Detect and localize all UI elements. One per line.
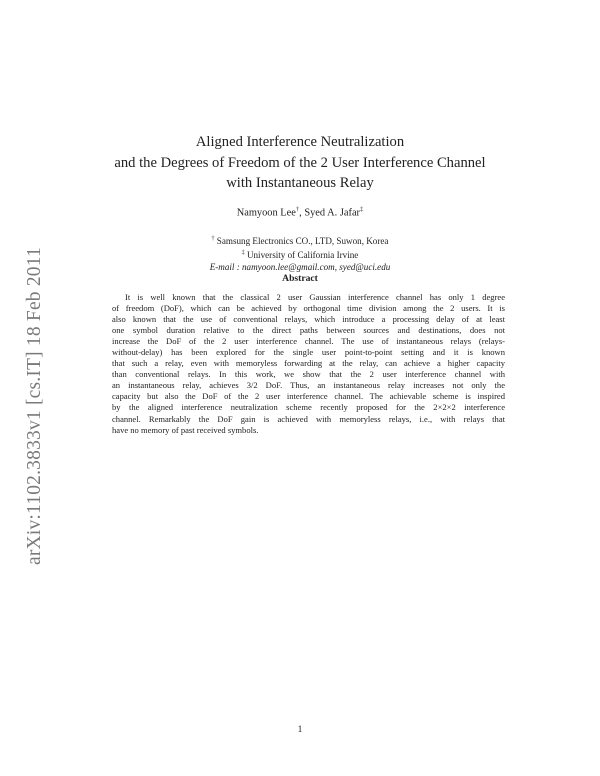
title-line-3: with Instantaneous Relay [226,175,374,191]
abstract-line: have no memory of past received symbols. [112,424,259,435]
author-name: Namyoon Lee [236,207,296,219]
abstract-heading: Abstract [282,273,318,284]
affiliation-mark: † [295,206,300,213]
author-separator: , [299,207,305,219]
abstract-line: by the aligned interference neutralization scheme recently proposed for the 2×2×2 interference [112,402,505,413]
abstract-line: than conventional relays. In this work, we show that the 2 user interference channel with [112,369,505,380]
abstract-line: channel. Remarkably the DoF gain is achieved with memoryless relays, i.e., with relays that [112,413,505,424]
abstract-line: of freedom (DoF), which can be achieved by orthogonal time division among the 2 users. It is [112,303,505,314]
paper-title [100,132,500,194]
affiliations [100,233,500,274]
title-line-2: and the Degrees of Freedom of the 2 User Interference Channel [114,154,486,171]
author-email: E-mail : namyoon.lee@gmail.com, syed@uci.edu [209,262,391,273]
affiliation-mark: ‡ [360,206,364,213]
arxiv-identifier-stamp: arXiv:1102.3833v1 [cs.IT] 18 Feb 2011 [24,247,45,565]
abstract-line: that such a relay, even with memoryless forwarding at the relay, can achieve a higher capacity [112,358,505,369]
title-line-1: Aligned Interference Neutralization [195,134,405,150]
abstract-line: an instantaneous relay, achieves 3/2 DoF. Thus, an instantaneous relay increases not only the [112,380,505,391]
page-number: 1 [297,725,303,735]
affiliation-line [100,247,500,261]
affiliation-line [100,233,500,247]
abstract-line: It is well known that the classical 2 user Gaussian interference channel has only 1 degree [125,292,505,302]
affiliation-text: University of California Irvine [244,250,359,261]
abstract-line: without-delay) has been explored for the single user point-to-point setting and it is known [112,347,505,358]
affiliation-mark: ‡ [241,250,245,257]
author-name: Syed A. Jafar [304,207,361,219]
abstract-line: increase the DoF of the 2 user interference channel. The use of instantaneous relays (relays- [112,336,505,347]
abstract-line: also known that the use of conventional relays, which introduce a processing delay of at least [112,314,505,325]
affiliation-text: Samsung Electronics CO., LTD, Suwon, Korea [214,236,389,247]
abstract-line: capacity but also the DoF of the 2 user interference channel. The achievable scheme is inspired [112,391,505,402]
abstract-line: one symbol duration relative to the direct paths between sources and destinations, does not [112,325,505,336]
affiliation-mark: † [211,236,215,242]
abstract-body [112,292,505,436]
author-list [100,206,500,218]
